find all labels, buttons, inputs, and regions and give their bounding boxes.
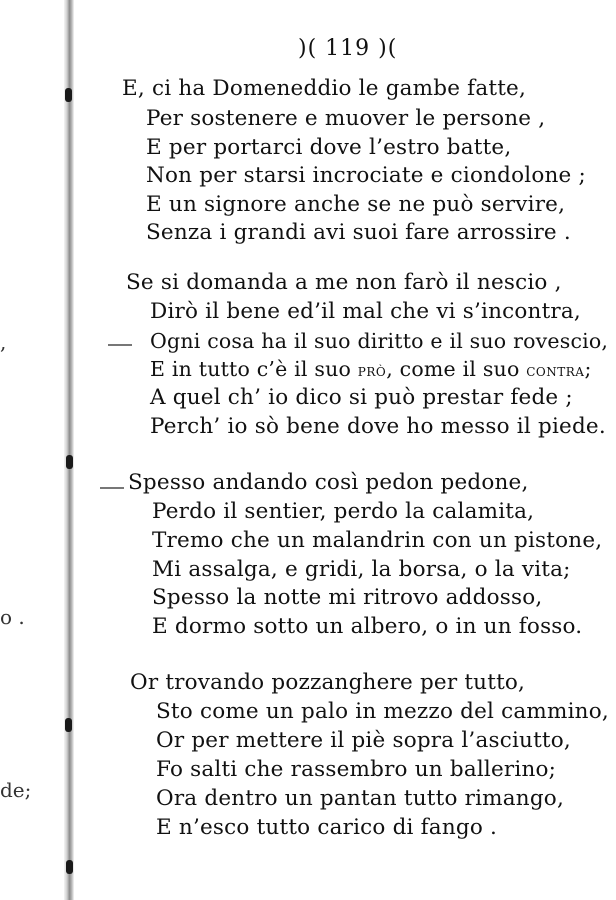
verse-line: Tremo che un malandrin con un pistone, xyxy=(152,528,603,553)
verse-line: Per sostenere e muover le persone , xyxy=(146,106,546,131)
verse-line: Or per mettere il piè sopra l’asciutto, xyxy=(156,728,571,753)
facing-page-fragment: , xyxy=(0,330,7,354)
verse-text-small-caps: prò xyxy=(357,361,387,381)
verse-line: E n’esco tutto carico di fango . xyxy=(156,815,498,840)
book-gutter xyxy=(64,0,74,900)
verse-text: ; xyxy=(584,357,592,381)
verse-line: Perch’ io sò bene dove ho messo il piede. xyxy=(150,414,606,439)
verse-text: E in tutto c’è il suo xyxy=(150,357,352,381)
verse-line: Perdo il sentier, perdo la calamita, xyxy=(152,499,535,524)
margin-dash xyxy=(100,487,124,489)
verse-line: Fo salti che rassembro un ballerino; xyxy=(156,757,557,782)
verse-line: Sto come un palo in mezzo del cammino, xyxy=(156,699,609,724)
margin-dash xyxy=(108,344,132,346)
binding-stitch xyxy=(66,860,73,874)
page-number: )( 119 )( xyxy=(298,36,398,61)
facing-page-fragment: o . xyxy=(0,605,25,629)
verse-line: Ogni cosa ha il suo diritto e il suo rovescio, xyxy=(150,329,609,353)
verse-line: E, ci ha Domeneddio le gambe fatte, xyxy=(122,76,526,101)
verse-line: Non per starsi incrociate e ciondolone ; xyxy=(146,163,586,188)
verse-line: Spesso andando così pedon pedone, xyxy=(128,470,529,495)
verse-line: Or trovando pozzanghere per tutto, xyxy=(130,670,526,695)
binding-stitch xyxy=(66,455,73,469)
verse-line: E un signore anche se ne può servire, xyxy=(146,192,566,217)
binding-stitch xyxy=(65,88,72,102)
verse-line: Spesso la notte mi ritrovo addosso, xyxy=(152,585,543,610)
verse-line: Se si domanda a me non farò il nescio , xyxy=(126,270,562,295)
verse-line: Mi assalga, e gridi, la borsa, o la vita; xyxy=(152,557,571,582)
binding-stitch xyxy=(65,718,72,732)
verse-text: , come il suo xyxy=(386,357,520,381)
facing-page-fragment: de; xyxy=(0,778,32,802)
verse-text-small-caps: contra xyxy=(526,361,585,381)
verse-line: E dormo sotto un albero, o in un fosso. xyxy=(152,614,583,639)
verse-line: Dirò il bene ed’il mal che vi s’incontra, xyxy=(150,299,581,324)
verse-line xyxy=(150,356,592,384)
verse-line: A quel ch’ io dico si può prestar fede ; xyxy=(150,385,573,410)
verse-line: Ora dentro un pantan tutto rimango, xyxy=(156,786,564,811)
verse-line: Senza i grandi avi suoi fare arrossire . xyxy=(146,220,571,245)
verse-line: E per portarci dove l’estro batte, xyxy=(146,135,512,160)
